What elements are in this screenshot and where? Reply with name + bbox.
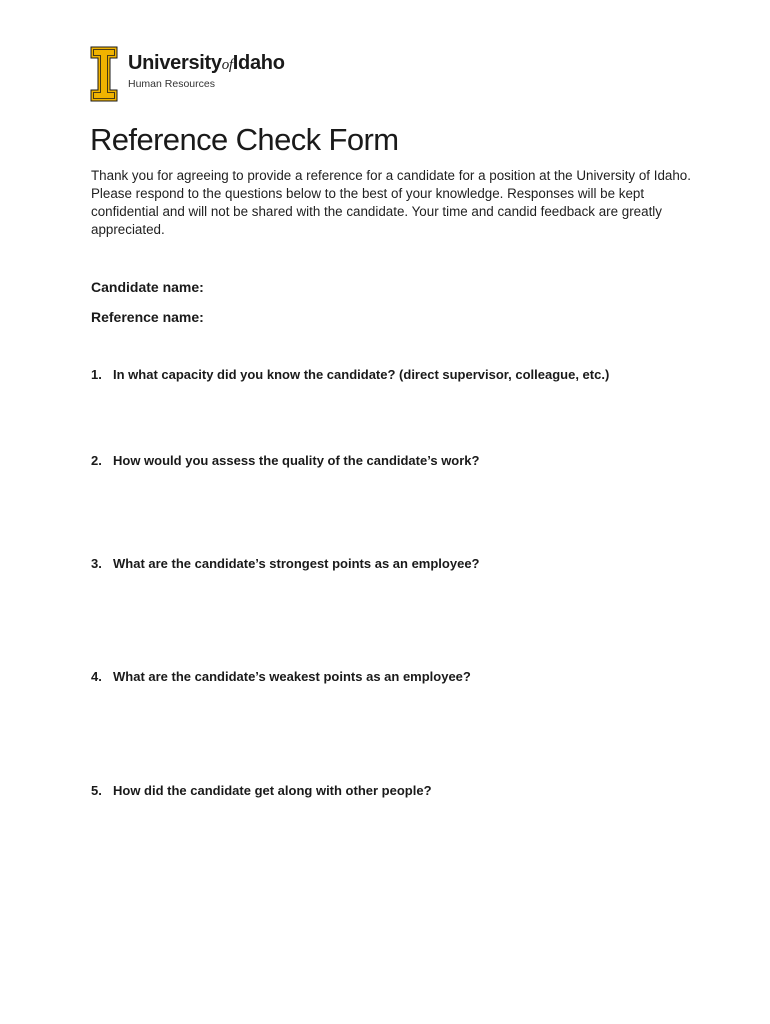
question-1 [91, 367, 609, 382]
question-number: 2. [91, 453, 102, 468]
idaho-i-logo-icon [90, 46, 118, 102]
question-text: In what capacity did you know the candidate? (direct supervisor, colleague, etc.) [113, 367, 610, 382]
reference-name-label: Reference name: [91, 309, 204, 325]
question-text: What are the candidate’s strongest points as an employee? [113, 556, 480, 571]
question-3 [91, 556, 480, 571]
question-5 [91, 783, 432, 798]
logo-wordmark [128, 52, 285, 90]
page-title: Reference Check Form [90, 122, 399, 157]
answer-area-4[interactable] [113, 690, 673, 774]
answer-area-3[interactable] [113, 577, 673, 659]
question-2 [91, 453, 479, 468]
answer-area-5[interactable] [113, 804, 673, 954]
intro-paragraph: Thank you for agreeing to provide a reference for a candidate for a position at the University of Idaho. Please respond to the questions below to the best of your knowledge. Responses will be kept confidential and will not be shared with the candidate. Your time and candid feedback are greatly appreciated. [91, 168, 691, 237]
question-text: How would you assess the quality of the candidate’s work? [113, 453, 480, 468]
university-of-idaho-logo [90, 46, 285, 102]
logo-name-idaho: Idaho [232, 52, 285, 74]
question-4 [91, 669, 471, 684]
logo-department-subtitle: Human Resources [128, 78, 215, 90]
question-number: 3. [91, 556, 102, 571]
question-text: How did the candidate get along with other people? [113, 783, 432, 798]
logo-name-university: University [128, 52, 222, 74]
logo-university-name [128, 52, 285, 76]
answer-area-1[interactable] [113, 388, 673, 444]
question-number: 5. [91, 783, 102, 798]
logo-name-of: of [221, 57, 233, 73]
answer-area-2[interactable] [113, 474, 673, 546]
question-number: 4. [91, 669, 102, 684]
question-number: 1. [91, 367, 102, 382]
candidate-name-label: Candidate name: [91, 279, 204, 295]
question-text: What are the candidate’s weakest points as an employee? [113, 669, 471, 684]
